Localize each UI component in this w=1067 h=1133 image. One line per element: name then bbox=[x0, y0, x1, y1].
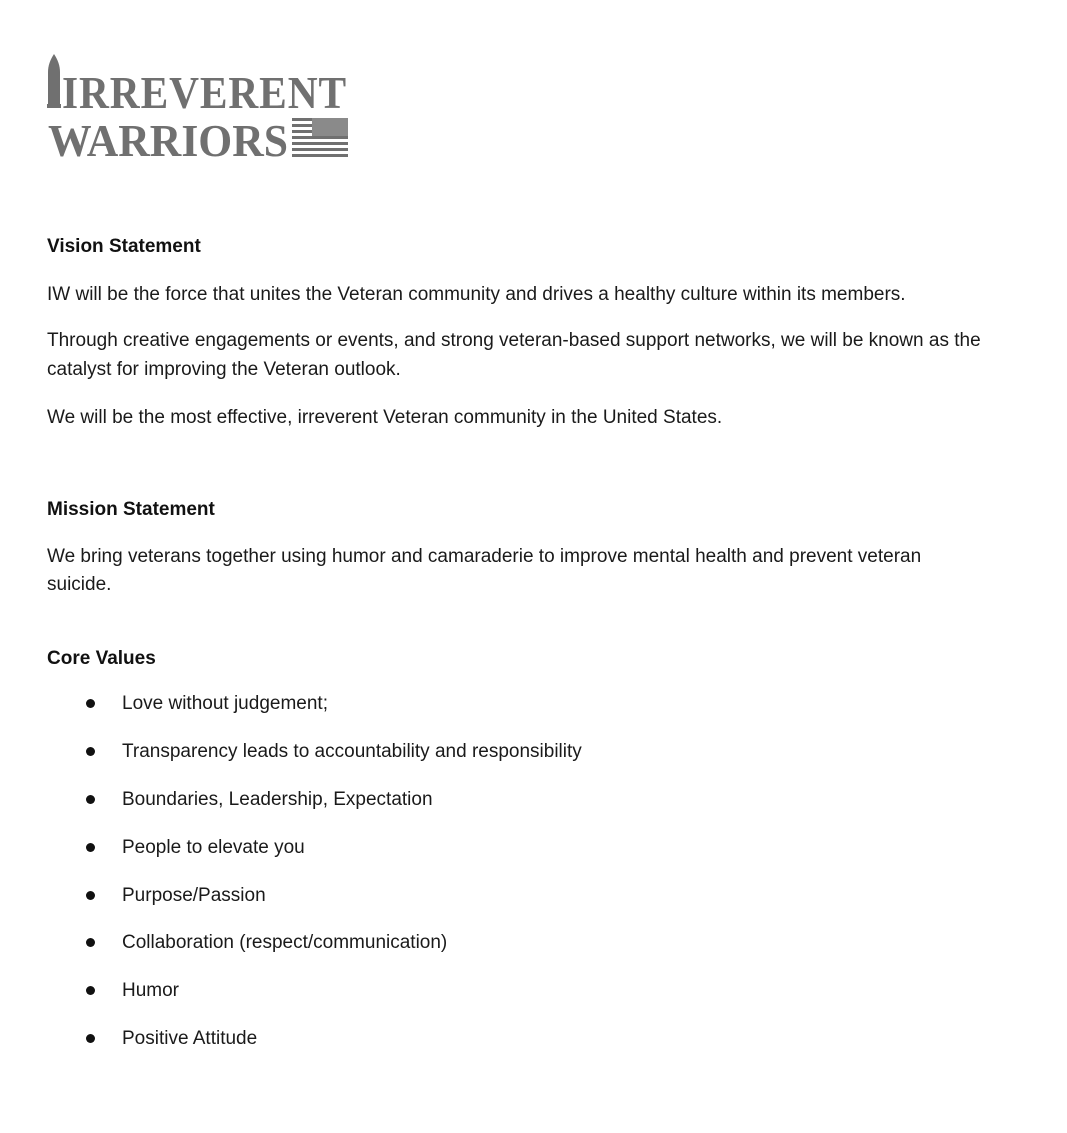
core-value-text: People to elevate you bbox=[122, 836, 305, 858]
bullet-dot bbox=[86, 891, 95, 900]
vision-heading: Vision Statement bbox=[47, 236, 201, 257]
vision-paragraph-1: IW will be the force that unites the Veteran community and drives a healthy culture within its members. bbox=[47, 284, 906, 305]
logo-line2: WARRIORS bbox=[48, 115, 288, 160]
list-item bbox=[0, 928, 1067, 976]
bullet-dot bbox=[86, 795, 95, 804]
bullet-dot bbox=[86, 843, 95, 852]
bullet-dot bbox=[86, 986, 95, 995]
logo-line1: IRREVERENT bbox=[62, 67, 347, 118]
list-item bbox=[0, 689, 1067, 737]
core-values-heading: Core Values bbox=[47, 648, 156, 669]
mission-heading: Mission Statement bbox=[47, 499, 215, 520]
list-item bbox=[0, 1024, 1067, 1072]
core-value-text: Collaboration (respect/communication) bbox=[122, 932, 448, 954]
list-item bbox=[0, 881, 1067, 929]
core-value-text: Humor bbox=[122, 980, 180, 1002]
flag-icon bbox=[292, 118, 348, 157]
core-value-text: Boundaries, Leadership, Expectation bbox=[122, 788, 433, 810]
bullet-dot bbox=[86, 938, 95, 947]
list-item bbox=[0, 737, 1067, 785]
core-value-text: Love without judgement; bbox=[122, 693, 328, 714]
mission-paragraph: We bring veterans together using humor and camaraderie to improve mental health and prevent veteran suicide. bbox=[47, 546, 922, 595]
bullet-dot bbox=[86, 747, 95, 756]
vision-paragraph-3: We will be the most effective, irreverent Veteran community in the United States. bbox=[47, 407, 723, 428]
list-item bbox=[0, 785, 1067, 833]
list-item bbox=[0, 833, 1067, 881]
core-value-text: Positive Attitude bbox=[122, 1028, 258, 1050]
core-value-text: Purpose/Passion bbox=[122, 884, 266, 906]
vision-paragraph-2: Through creative engagements or events, and strong veteran-based support networks, we will be known as the catalyst for improving the Veteran outlook. bbox=[47, 330, 981, 380]
bullet-dot bbox=[86, 1034, 95, 1043]
bullet-dot bbox=[86, 699, 95, 708]
core-value-text: Transparency leads to accountability and responsibility bbox=[122, 740, 582, 762]
core-values-list bbox=[0, 689, 1067, 1072]
bullet-icon bbox=[47, 54, 61, 108]
irreverent-warriors-logo bbox=[44, 52, 354, 160]
list-item bbox=[0, 976, 1067, 1024]
